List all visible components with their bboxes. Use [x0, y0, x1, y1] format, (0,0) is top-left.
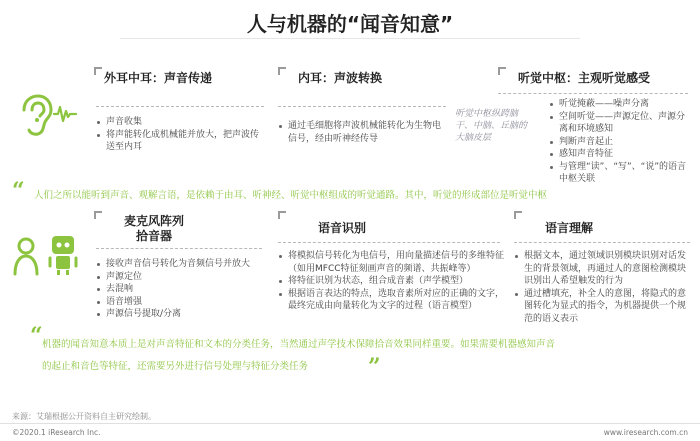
stage-divider [514, 242, 690, 243]
list-item: 空间听觉——声源定位、声源分离和环境感知 [549, 111, 691, 136]
list-item: 声源定位 [96, 271, 262, 284]
machine-summary-line2: 的起止和音色等特征，还需要另外进行信号处理与特征分类任务 [42, 361, 309, 372]
list-item: 接收声音信号转化为音频信号并放大 [96, 258, 262, 271]
stage-title-mic-line2: 拾音器 [135, 229, 172, 243]
list-item: 判断声音起止 [549, 136, 691, 149]
stage-divider [498, 93, 688, 94]
copyright: ©2020.1 iResearch Inc. [12, 428, 101, 437]
machine-summary-line1: 机器的闻音知意本质上是对声音特征和文本的分类任务，当然通过声学技术保障拾音效果同样重要。如果需要机器感知声音 [42, 339, 556, 350]
footer-divider [0, 423, 700, 424]
list-item: 根据语言表达的特点，选取音素所对应的正确的文字，最终完成由向量转化为文字的过程（语言模型） [278, 288, 504, 313]
robot-icon [12, 232, 80, 276]
stage-title-nlu: 语言理解 [545, 221, 594, 235]
list-item: 与管理“读”、“写”、“说”的语言中枢关联 [549, 161, 691, 186]
open-quote: “ [12, 178, 25, 204]
inner-ear-list [278, 120, 448, 145]
bracket-corner [278, 211, 286, 219]
stage-divider [96, 106, 264, 107]
stage-divider [278, 242, 500, 243]
bracket-corner [514, 211, 522, 219]
stage-title-mic [104, 214, 204, 244]
central-note: 听觉中枢纵跨脑干、中脑、丘脑的大脑皮层 [455, 109, 528, 143]
close-quote: ” [368, 354, 381, 380]
stage-title-central: 听觉中枢：主观听觉感受 [518, 71, 651, 85]
list-item: 根据文本，通过领域识别模块识别对话发生的背景领域，再通过人的意图检测模块识别出人希望触发的行为 [514, 250, 692, 288]
stage-divider [96, 248, 262, 249]
ear-icon [14, 94, 78, 140]
stage-title-asr: 语音识别 [318, 221, 367, 235]
asr-list [278, 250, 504, 313]
bracket-corner [94, 67, 102, 75]
list-item: 去混响 [96, 283, 262, 296]
stage-divider [278, 106, 446, 107]
page-title: 人与机器的“闻音知意” [246, 12, 454, 36]
nlu-list [514, 250, 692, 325]
mic-list [96, 258, 262, 321]
list-item: 感知声音特征 [549, 148, 691, 161]
outer-ear-list [96, 116, 264, 154]
list-item: 声源信号提取/分离 [96, 308, 262, 321]
list-item: 通过毛细胞将声波机械能转化为生物电信号，经由听神经传导 [278, 120, 448, 145]
bracket-corner [278, 67, 286, 75]
website: www.iresearch.com.cn [603, 428, 688, 437]
list-item: 将声能转化成机械能并放大，把声波传送至内耳 [96, 129, 264, 154]
list-item: 将特征识别为状态，组合成音素（声学模型） [278, 275, 504, 288]
list-item: 听觉掩蔽——噪声分离 [549, 98, 691, 111]
human-summary: 人们之所以能听到声音、观解言语，是依赖于由耳、听神经、听觉中枢组成的听觉通路。其中，听觉的形成部位是听觉中枢 [34, 190, 548, 201]
open-quote: “ [30, 323, 43, 349]
bracket-corner [94, 211, 102, 219]
stage-title-outer-ear: 外耳中耳：声音传递 [104, 71, 213, 85]
stage-title-mic-line1: 麦克风阵列 [123, 214, 184, 228]
list-item: 通过槽填充，补全人的意图，将隐式的意图转化为显式的指令，为机器提供一个规范的语义表示 [514, 288, 692, 326]
list-item: 将模拟信号转化为电信号，用向量描述信号的多维特征（如用MFCC特征刻画声音的频谱、共振峰等） [278, 250, 504, 275]
stage-title-inner-ear: 内耳：声波转换 [298, 71, 383, 85]
central-list [549, 98, 691, 186]
title-divider [120, 38, 580, 39]
source-note: 来源：艾瑞根据公开资料自主研究绘制。 [12, 412, 156, 421]
bracket-corner [498, 67, 506, 75]
list-item: 语音增强 [96, 296, 262, 309]
list-item: 声音收集 [96, 116, 264, 129]
